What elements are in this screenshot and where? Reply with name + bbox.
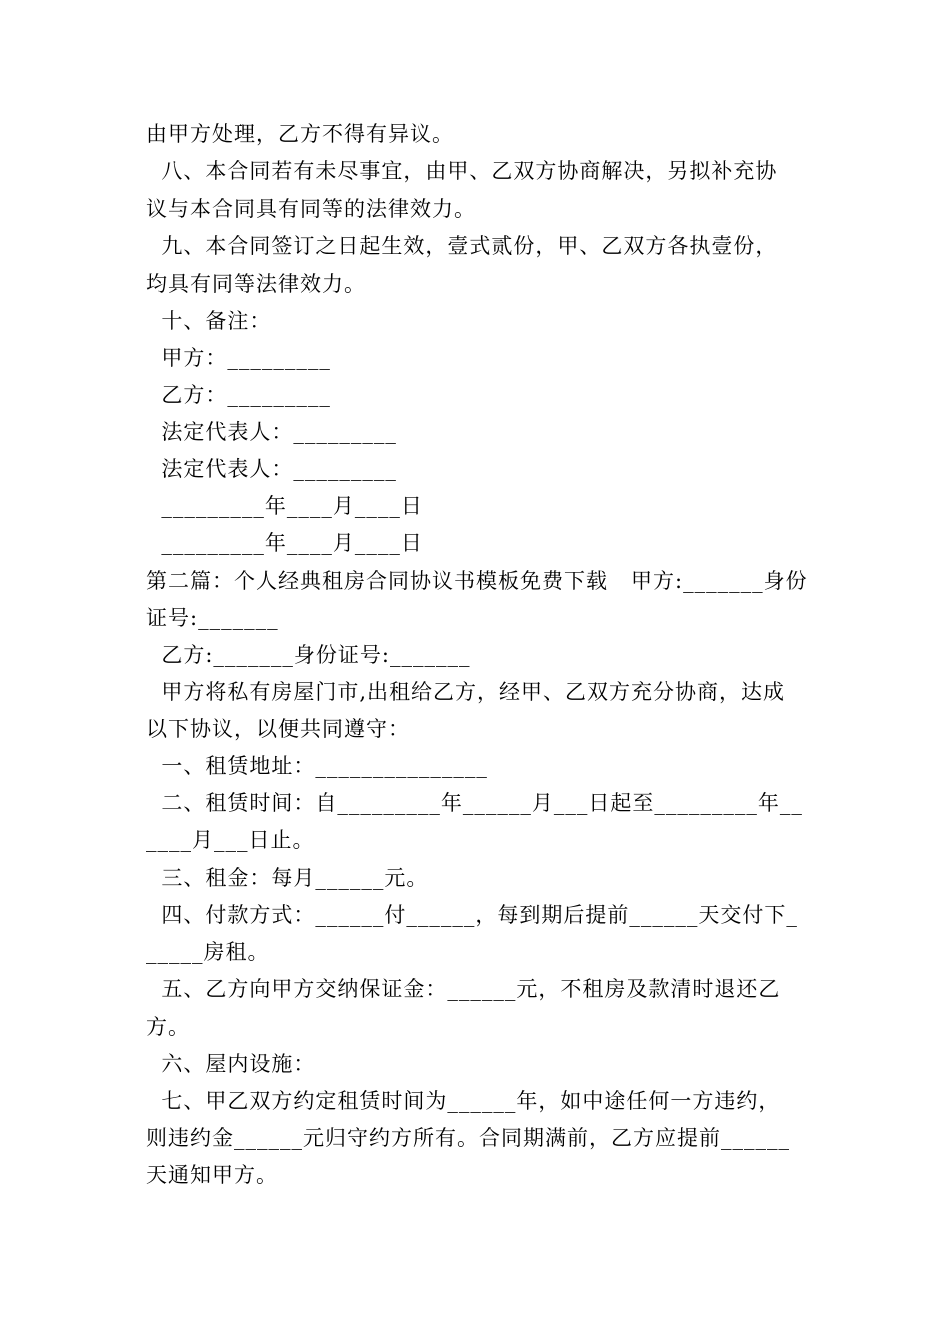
text-line: 以下协议，以便共同遵守： (146, 717, 410, 741)
text-line: 二、租赁时间：自_________年______月___日起至_________年__ (146, 791, 803, 815)
text-line: 则违约金______元归守约方所有。合同期满前，乙方应提前______ (146, 1126, 790, 1150)
text-line: 四、付款方式：______付______，每到期后提前______天交付下_ (146, 903, 798, 927)
text-line: 一、租赁地址：_______________ (146, 754, 488, 778)
text-line: _____房租。 (146, 940, 270, 964)
text-line: 甲方将私有房屋门市,出租给乙方，经甲、乙双方充分协商，达成 (146, 680, 786, 704)
text-line: 法定代表人：_________ (146, 420, 397, 444)
text-line: 八、本合同若有未尽事宜，由甲、乙双方协商解决，另拟补充协 (146, 159, 778, 183)
text-line: 九、本合同签订之日起生效，壹式贰份，甲、乙双方各执壹份， (146, 234, 778, 258)
text-line: 三、租金：每月______元。 (146, 866, 429, 890)
text-line: 方。 (146, 1015, 190, 1039)
text-line: 法定代表人：_________ (146, 457, 397, 481)
text-line: 乙方：_________ (146, 383, 331, 407)
text-line: 议与本合同具有同等的法律效力。 (146, 197, 476, 221)
text-line: 五、乙方向甲方交纳保证金：______元，不租房及款清时退还乙 (146, 977, 781, 1001)
text-line: 由甲方处理，乙方不得有异议。 (146, 122, 454, 146)
text-line: _________年____月____日 (146, 494, 423, 518)
text-line: _________年____月____日 (146, 531, 423, 555)
text-line: 七、甲乙双方约定租赁时间为______年，如中途任何一方违约， (146, 1089, 781, 1113)
text-line: 六、屋内设施： (146, 1052, 316, 1076)
text-line: 十、备注： (146, 309, 272, 333)
text-line: 甲方：_________ (146, 346, 331, 370)
text-line: 第二篇：个人经典租房合同协议书模板免费下载 甲方:_______身份 (146, 569, 808, 593)
text-line: ____月___日止。 (146, 828, 315, 852)
text-line: 证号:_______ (146, 606, 279, 630)
text-line: 乙方:_______身份证号:_______ (146, 643, 471, 667)
text-line: 均具有同等法律效力。 (146, 272, 366, 296)
text-line: 天通知甲方。 (146, 1163, 278, 1187)
